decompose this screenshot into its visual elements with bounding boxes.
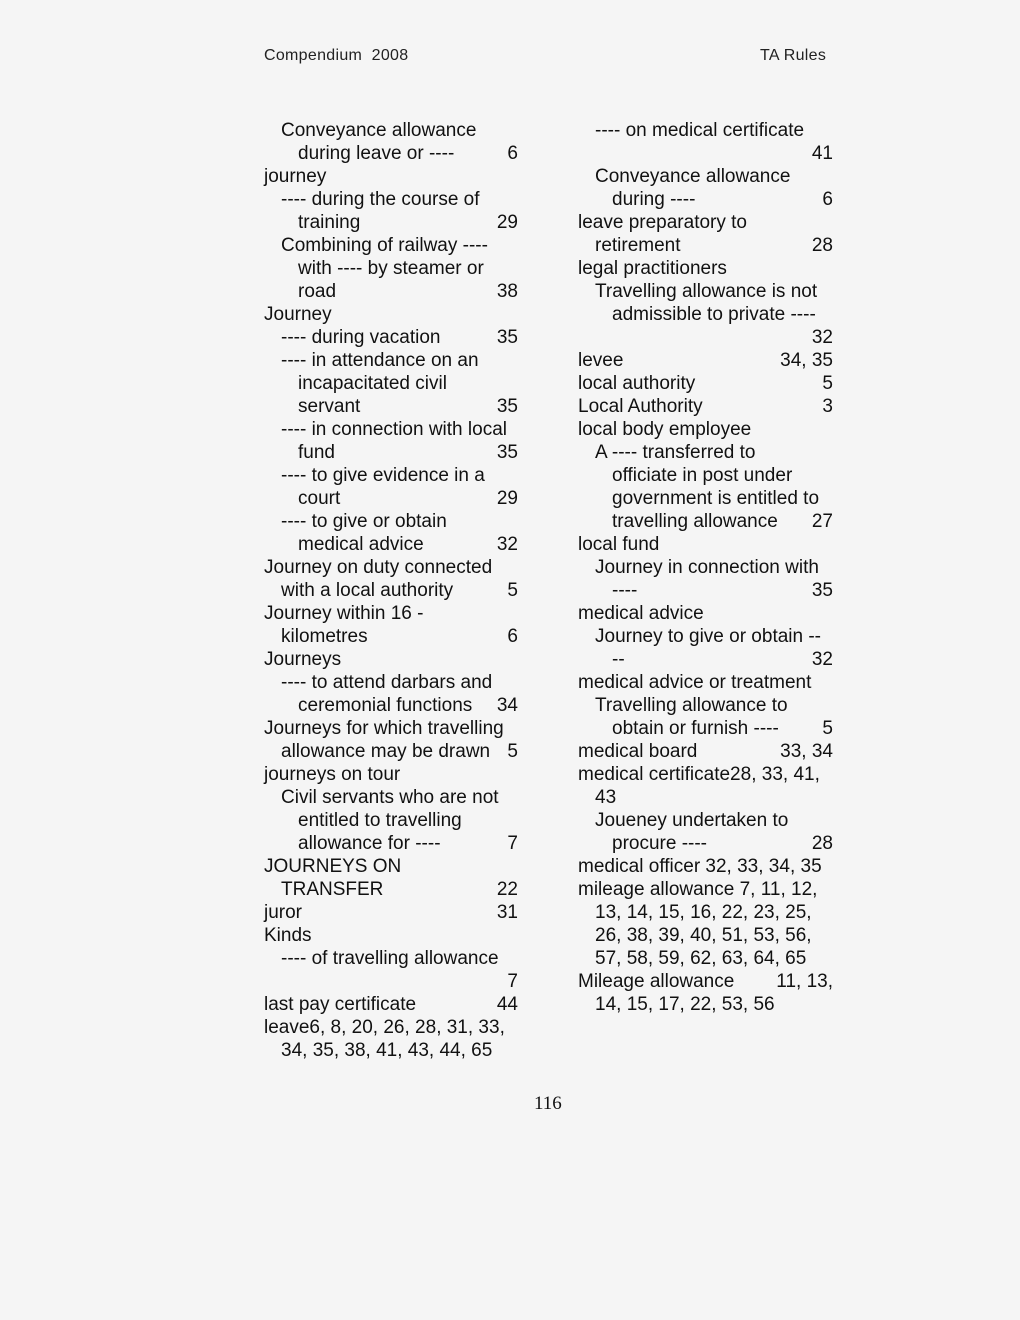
index-entry-text: 43 bbox=[595, 787, 617, 808]
index-entry-text: Civil servants who are not bbox=[281, 787, 499, 808]
index-entry bbox=[578, 556, 833, 579]
index-entry bbox=[578, 487, 833, 510]
running-header-left: Compendium 2008 bbox=[264, 47, 409, 64]
index-entry bbox=[264, 878, 518, 901]
index-entry-text: ---- in attendance on an bbox=[281, 350, 479, 371]
index-entry bbox=[578, 510, 833, 533]
index-entry bbox=[578, 671, 833, 694]
index-entry-text: TRANSFER bbox=[281, 879, 384, 900]
index-entry-pages: 3 bbox=[822, 396, 833, 417]
index-entry bbox=[264, 1039, 518, 1062]
index-entry-text: Conveyance allowance bbox=[595, 166, 791, 187]
index-entry bbox=[578, 740, 833, 763]
index-entry bbox=[264, 809, 518, 832]
index-entry-text: 14, 15, 17, 22, 53, 56 bbox=[595, 994, 775, 1015]
index-entry bbox=[578, 257, 833, 280]
running-header-right: TA Rules bbox=[760, 47, 827, 64]
index-entry-pages: 11, 13, bbox=[776, 971, 833, 992]
index-entry-text: road bbox=[298, 281, 337, 302]
index-entry-text: Journey to give or obtain -- bbox=[595, 626, 822, 647]
index-entry-pages: 29 bbox=[496, 212, 518, 233]
index-entry bbox=[264, 648, 518, 671]
index-entry-text: journey bbox=[264, 166, 327, 187]
index-entry bbox=[578, 717, 833, 740]
index-entry bbox=[578, 303, 833, 326]
index-entry-pages: 5 bbox=[507, 580, 518, 601]
index-entry-text: Local Authority bbox=[578, 396, 703, 417]
index-entry-text: ---- during vacation bbox=[281, 327, 441, 348]
index-entry-text: leave preparatory to bbox=[578, 212, 747, 233]
index-entry bbox=[578, 855, 833, 878]
index-entry-pages: 35 bbox=[496, 396, 518, 417]
index-entry-pages: 44 bbox=[496, 994, 518, 1015]
index-entry bbox=[264, 142, 518, 165]
index-entry bbox=[264, 119, 518, 142]
index-entry-text: local authority bbox=[578, 373, 696, 394]
index-entry bbox=[578, 648, 833, 671]
index-entry bbox=[264, 326, 518, 349]
index-entry-text: 34, 35, 38, 41, 43, 44, 65 bbox=[281, 1040, 493, 1061]
index-entry-pages: 6 bbox=[507, 626, 518, 647]
index-entry-pages: 35 bbox=[496, 442, 518, 463]
index-entry-pages: 6 bbox=[507, 143, 518, 164]
index-entry-pages: 34 bbox=[496, 695, 518, 716]
index-entry-text: procure ---- bbox=[612, 833, 708, 854]
index-entry bbox=[578, 878, 833, 901]
index-entry-text: Joueney undertaken to bbox=[595, 810, 789, 831]
index-entry-text: with ---- by steamer or bbox=[298, 258, 484, 279]
index-entry-text: mileage allowance 7, 11, 12, bbox=[578, 879, 818, 900]
index-entry-pages: 35 bbox=[811, 580, 833, 601]
index-entry bbox=[578, 579, 833, 602]
index-entry bbox=[578, 211, 833, 234]
index-entry-pages: 35 bbox=[496, 327, 518, 348]
index-entry-text: medical advice bbox=[298, 534, 424, 555]
index-entry bbox=[264, 602, 518, 625]
index-entry bbox=[264, 924, 518, 947]
index-entry-pages: 32 bbox=[811, 327, 833, 348]
index-entry bbox=[264, 717, 518, 740]
index-entry-text: 13, 14, 15, 16, 22, 23, 25, bbox=[595, 902, 812, 923]
index-entry bbox=[578, 372, 833, 395]
index-entry-pages: 32 bbox=[496, 534, 518, 555]
index-entry-pages: 28 bbox=[811, 833, 833, 854]
index-entry-pages: 6 bbox=[822, 189, 833, 210]
index-entry bbox=[264, 349, 518, 372]
index-entry bbox=[578, 947, 833, 970]
index-entry-pages: 28 bbox=[811, 235, 833, 256]
index-entry-text: journeys on tour bbox=[264, 764, 401, 785]
index-entry-text: medical officer 32, 33, 34, 35 bbox=[578, 856, 822, 877]
index-entry-text: JOURNEYS ON bbox=[264, 856, 402, 877]
index-entry bbox=[578, 280, 833, 303]
index-entry-text: local fund bbox=[578, 534, 660, 555]
index-entry bbox=[264, 510, 518, 533]
index-entry bbox=[264, 257, 518, 280]
index-entry bbox=[578, 119, 833, 142]
index-entry-text: ---- on medical certificate bbox=[595, 120, 805, 141]
index-entry-pages: 38 bbox=[496, 281, 518, 302]
index-entry bbox=[264, 901, 518, 924]
index-entry bbox=[264, 464, 518, 487]
index-entry bbox=[578, 165, 833, 188]
index-entry bbox=[264, 441, 518, 464]
index-entry-pages: 41 bbox=[811, 143, 833, 164]
index-entry-pages: 29 bbox=[496, 488, 518, 509]
index-entry-pages: 31 bbox=[496, 902, 518, 923]
index-entry-text: ---- to give evidence in a bbox=[281, 465, 485, 486]
page-number: 116 bbox=[534, 1093, 562, 1114]
index-entry bbox=[578, 786, 833, 809]
index-entry-text: medical advice bbox=[578, 603, 704, 624]
index-entry bbox=[578, 441, 833, 464]
index-entry-text: entitled to travelling bbox=[298, 810, 462, 831]
index-entry bbox=[264, 211, 518, 234]
index-entry-text: Journey bbox=[264, 304, 332, 325]
index-entry-text: ---- during the course of bbox=[281, 189, 480, 210]
index-entry-text: ---- in connection with local bbox=[281, 419, 507, 440]
index-entry-text: allowance for ---- bbox=[298, 833, 441, 854]
index-entry bbox=[264, 487, 518, 510]
index-entry bbox=[264, 579, 518, 602]
index-entry-text: medical certificate28, 33, 41, bbox=[578, 764, 820, 785]
index-entry bbox=[578, 970, 833, 993]
index-entry-text: court bbox=[298, 488, 341, 509]
index-entry bbox=[264, 694, 518, 717]
index-entry-text: 26, 38, 39, 40, 51, 53, 56, bbox=[595, 925, 812, 946]
index-entry-text: Journey within 16 - bbox=[264, 603, 424, 624]
index-entry-text: during leave or ---- bbox=[298, 143, 455, 164]
index-entry-pages: 7 bbox=[507, 833, 518, 854]
index-entry bbox=[578, 832, 833, 855]
index-entry-pages: 5 bbox=[822, 373, 833, 394]
index-entry bbox=[578, 395, 833, 418]
index-entry bbox=[264, 740, 518, 763]
index-entry-text: government is entitled to bbox=[612, 488, 820, 509]
index-entry-text: 57, 58, 59, 62, 63, 64, 65 bbox=[595, 948, 807, 969]
index-entry bbox=[578, 234, 833, 257]
index-entry bbox=[578, 418, 833, 441]
index-entry bbox=[264, 418, 518, 441]
index-entry-pages: 22 bbox=[496, 879, 518, 900]
index-entry-pages: 7 bbox=[507, 971, 518, 992]
index-entry-pages: 32 bbox=[811, 649, 833, 670]
index-entry bbox=[578, 694, 833, 717]
index-entry bbox=[264, 556, 518, 579]
index-entry bbox=[578, 809, 833, 832]
index-entry-text: ---- bbox=[612, 580, 638, 601]
index-entry-text: ---- to give or obtain bbox=[281, 511, 447, 532]
index-entry bbox=[264, 993, 518, 1016]
index-entry bbox=[264, 832, 518, 855]
index-entry-pages: 27 bbox=[811, 511, 833, 532]
index-entry bbox=[264, 786, 518, 809]
index-entry-text: obtain or furnish ---- bbox=[612, 718, 779, 739]
index-entry-text: Conveyance allowance bbox=[281, 120, 477, 141]
index-entry bbox=[264, 947, 518, 970]
index-column-right bbox=[578, 119, 833, 1016]
index-entry-text: legal practitioners bbox=[578, 258, 727, 279]
index-entry-text: servant bbox=[298, 396, 361, 417]
index-entry-text: last pay certificate bbox=[264, 994, 417, 1015]
index-entry bbox=[264, 395, 518, 418]
index-entry-pages: 34, 35 bbox=[780, 350, 833, 371]
index-entry-text: training bbox=[298, 212, 361, 233]
index-entry-pages: 33, 34 bbox=[780, 741, 833, 762]
index-entry bbox=[578, 533, 833, 556]
index-entry-text: allowance may be drawn bbox=[281, 741, 491, 762]
index-entry bbox=[578, 625, 833, 648]
index-entry bbox=[264, 234, 518, 257]
index-entry bbox=[578, 901, 833, 924]
index-entry-text: retirement bbox=[595, 235, 681, 256]
index-entry-text: Combining of railway ---- bbox=[281, 235, 488, 256]
index-column-left bbox=[264, 119, 518, 1062]
index-entry-text: with a local authority bbox=[281, 580, 454, 601]
index-entry-text: Travelling allowance is not bbox=[595, 281, 818, 302]
index-entry bbox=[264, 303, 518, 326]
index-entry bbox=[264, 188, 518, 211]
index-entry bbox=[264, 625, 518, 648]
index-entry bbox=[264, 372, 518, 395]
index-entry-text: local body employee bbox=[578, 419, 752, 440]
index-entry bbox=[578, 763, 833, 786]
index-entry-text: ---- to attend darbars and bbox=[281, 672, 493, 693]
index-entry bbox=[264, 763, 518, 786]
index-entry-text: Journeys for which travelling bbox=[264, 718, 504, 739]
index-entry-text: Kinds bbox=[264, 925, 312, 946]
index-entry bbox=[578, 464, 833, 487]
index-entry-pages: 5 bbox=[507, 741, 518, 762]
index-entry-text: incapacitated civil bbox=[298, 373, 447, 394]
index-entry bbox=[264, 280, 518, 303]
index-entry bbox=[578, 188, 833, 211]
index-entry-text: Journey on duty connected bbox=[264, 557, 493, 578]
index-entry-text: during ---- bbox=[612, 189, 696, 210]
index-entry bbox=[578, 142, 833, 165]
index-entry-text: kilometres bbox=[281, 626, 368, 647]
index-entry-text: travelling allowance bbox=[612, 511, 778, 532]
index-entry bbox=[264, 671, 518, 694]
index-entry-text: fund bbox=[298, 442, 335, 463]
index-entry-text: juror bbox=[264, 902, 303, 923]
index-entry bbox=[264, 970, 518, 993]
index-entry-text: medical advice or treatment bbox=[578, 672, 812, 693]
index-entry bbox=[578, 993, 833, 1016]
index-entry bbox=[578, 326, 833, 349]
index-entry-text: Mileage allowance bbox=[578, 971, 735, 992]
index-entry bbox=[264, 855, 518, 878]
index-entry-text: admissible to private ---- bbox=[612, 304, 816, 325]
index-entry-text: leave6, 8, 20, 26, 28, 31, 33, bbox=[264, 1017, 505, 1038]
index-entry-pages: 5 bbox=[822, 718, 833, 739]
index-entry-text: ceremonial functions bbox=[298, 695, 473, 716]
index-entry bbox=[264, 1016, 518, 1039]
index-entry-text: Travelling allowance to bbox=[595, 695, 788, 716]
index-entry-text: medical board bbox=[578, 741, 698, 762]
index-entry-text: Journeys bbox=[264, 649, 342, 670]
index-entry bbox=[578, 349, 833, 372]
index-entry-text: levee bbox=[578, 350, 624, 371]
index-entry-text: -- bbox=[612, 649, 625, 670]
index-entry-text: ---- of travelling allowance bbox=[281, 948, 499, 969]
index-entry bbox=[578, 924, 833, 947]
index-entry-text: A ---- transferred to bbox=[595, 442, 756, 463]
index-entry-text: officiate in post under bbox=[612, 465, 793, 486]
index-entry bbox=[578, 602, 833, 625]
index-entry-text: Journey in connection with bbox=[595, 557, 819, 578]
index-entry bbox=[264, 533, 518, 556]
index-entry bbox=[264, 165, 518, 188]
